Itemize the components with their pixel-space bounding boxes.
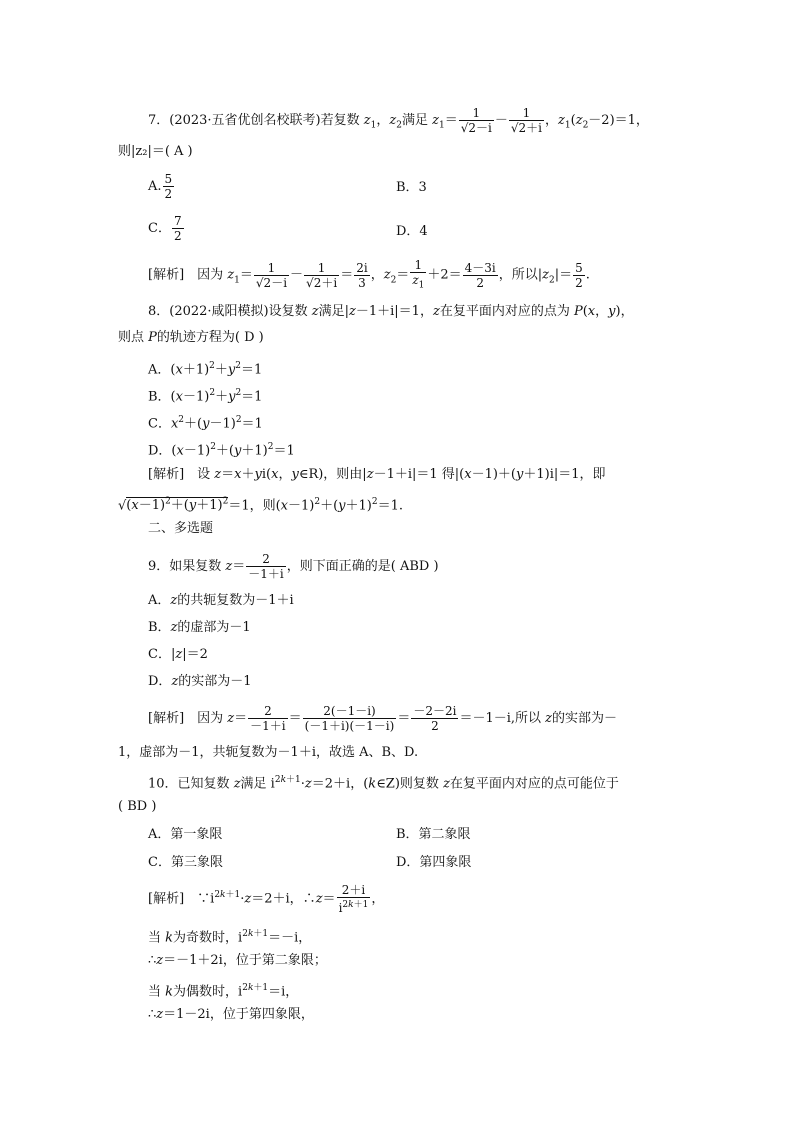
q10-line2: ( BD )	[118, 799, 157, 814]
q9-analysis-line2: 1，虚部为－1，共轭复数为－1＋i，故选 A、B、D.	[118, 745, 419, 760]
q9-line1: 9．如果复数 z＝ $\frac{2}{-1+i}$ ，则下面正确的是( ABD )	[148, 552, 439, 581]
q8-option-d: D．$(x-1)^2+(y+1)^2=1$	[148, 442, 295, 459]
q10-option-c: C．第三象限	[148, 855, 223, 870]
q10-option-b: B．第二象限	[396, 827, 471, 842]
section-heading: 二、多选题	[148, 521, 214, 536]
q7-option-c: C． $\frac{7}{2}$	[148, 214, 182, 243]
q9-option-b: B．z的虚部为－1	[148, 620, 251, 635]
q9-option-a: A．z的共轭复数为－1＋i	[148, 593, 294, 608]
q8-line2: 则点 P的轨迹方程为( D )	[118, 330, 264, 345]
q8-analysis-line1: [解析] 设 z＝x＋yi(x，y∈R)，则由|z－1＋i|＝1 得|(x－1)＋(y＋1)i|＝1，即	[148, 467, 606, 482]
q10-analysis-line3: ∴z＝－1＋2i，位于第二象限；	[148, 953, 327, 968]
q9-option-c: C．|z|＝2	[148, 647, 208, 662]
q10-line1: 10．已知复数 z满足 $i^{2k+1}\cdot z=2+i$，(k∈Z)则复数 z在复平面内对应的点可能位于	[148, 775, 619, 792]
q7-option-d: D．4	[396, 224, 428, 239]
q7-option-b: B．3	[396, 180, 427, 195]
q10-option-d: D．第四象限	[396, 855, 472, 870]
q7-line1: 7．(2023·五省优创名校联考)若复数 $z_1$，$z_2$满足 $z_1=$ $\frac{1}{√2-i}$ － $\frac{1}{√2+i}$ ，$z_1(z_2-2)=1$，	[148, 106, 649, 135]
q8-option-a: A．$(x+1)^2+y^2=1$	[148, 361, 263, 378]
q10-option-a: A．第一象限	[148, 827, 223, 842]
q10-analysis-line1: [解析] $\because i^{2k+1}\cdot z=2+i$，∴z＝ $\frac{2+i}{i^{2k+1}}$ ，	[148, 883, 385, 915]
q10-analysis-line2: 当 k为奇数时，$i^{2k+1}=-i$，	[148, 929, 312, 946]
q8-line1: 8．(2022·咸阳模拟)设复数 z满足|z－1＋i|＝1，z在复平面内对应的点为 P(x，y)，	[148, 304, 634, 319]
q8-option-c: C．$x^2+(y-1)^2=1$	[148, 415, 263, 432]
q7-line2: 则|z₂|＝( A )	[118, 144, 193, 159]
q10-analysis-line5: ∴z＝1－2i，位于第四象限，	[148, 1007, 314, 1022]
q9-option-d: D．z的实部为－1	[148, 674, 252, 689]
q7-analysis: [解析] 因为 $z_1=$ $\frac{1}{√2-i}$ － $\frac{1}{√2+i}$ ＝ $\frac{2i}{3}$ ，$z_2=$ $\frac{1}{z_1}$ ＋2＝ $\frac{4-3i}{2}$ ，所以$|z_2|=$ $\frac{5}{2}$ .	[148, 258, 590, 291]
q9-analysis-line1: [解析] 因为 z＝ $\frac{2}{-1+i}$ ＝ $\frac{2(-1-i)}{(-1+i)(-1-i)}$ ＝ $\frac{-2-2i}{2}$ ＝－1－i,所以 z的实部为－	[148, 704, 618, 733]
q10-analysis-line4: 当 k为偶数时，$i^{2k+1}=i$，	[148, 983, 299, 1000]
q8-option-b: B．$(x-1)^2+y^2=1$	[148, 388, 263, 405]
q8-analysis-line2: $√(x-1)^2+(y+1)^2=1$，则$(x-1)^2+(y+1)^2=1$.	[118, 497, 403, 514]
q7-option-a: A. $\frac{5}{2}$	[148, 172, 173, 201]
